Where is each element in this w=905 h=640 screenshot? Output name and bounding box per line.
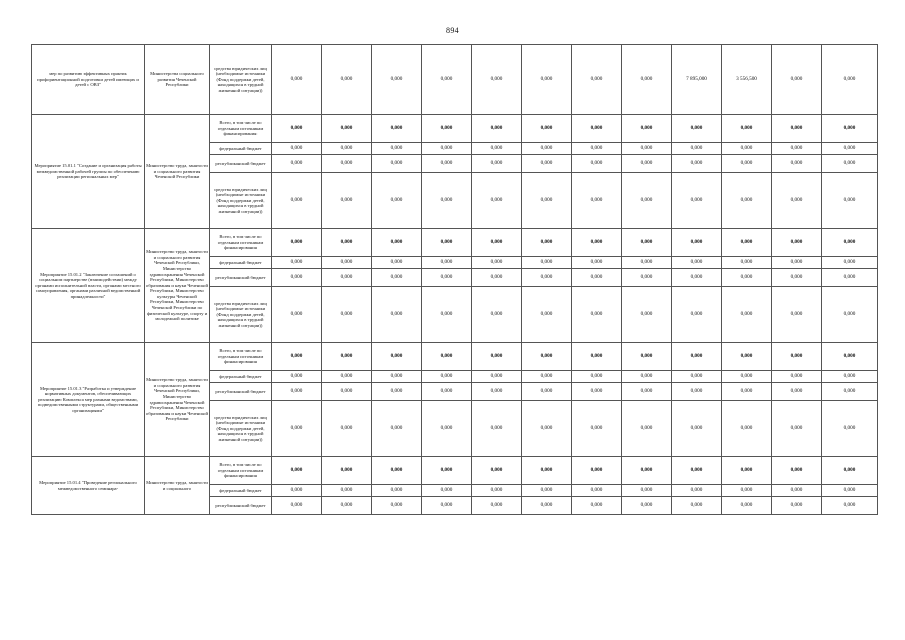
amount-cell: 0,000 [572,269,622,287]
amount-cell: 0,000 [672,485,722,497]
amount-cell: 0,000 [472,257,522,269]
amount-cell: 0,000 [272,485,322,497]
amount-cell: 0,000 [672,115,722,143]
amount-cell: 0,000 [372,115,422,143]
amount-cell: 0,000 [372,287,422,343]
amount-cell: 0,000 [672,401,722,457]
amount-cell: 0,000 [372,229,422,257]
amount-cell: 0,000 [372,371,422,383]
funding-source-cell: средства юридических лиц (необходимые источники (Фонд поддержки детей, находящихся в трудной жизненной ситуации)) [210,287,272,343]
amount-cell: 0,000 [622,155,672,173]
amount-cell: 0,000 [422,173,472,229]
amount-cell: 0,000 [672,343,722,371]
funding-source-cell: средства юридических лиц (необходимые источники (Фонд поддержки детей, находящихся в трудной жизненной ситуации)) [210,45,272,115]
amount-cell: 0,000 [672,229,722,257]
amount-cell: 0,000 [772,457,822,485]
budget-table [31,44,878,515]
funding-source-cell: Всего, в том числе по отдельным источникам финансирования [210,229,272,257]
amount-cell: 0,000 [772,485,822,497]
amount-cell: 0,000 [272,229,322,257]
measure-name-cell: Мероприятие 15.01.3 "Разработка и утверждение нормативных документов, обеспечивающих реализацию Комплекса мер разными ведомствами, подведомственными структурами, общественными организациями" [32,343,145,457]
amount-cell: 0,000 [472,371,522,383]
amount-cell: 0,000 [472,229,522,257]
amount-cell: 0,000 [822,485,878,497]
page-number: 894 [446,26,459,35]
amount-cell: 0,000 [722,143,772,155]
amount-cell: 0,000 [522,287,572,343]
amount-cell: 0,000 [572,343,622,371]
amount-cell: 0,000 [622,383,672,401]
amount-cell: 0,000 [772,401,822,457]
amount-cell: 0,000 [572,371,622,383]
amount-cell: 0,000 [572,497,622,515]
funding-source-cell: федеральный бюджет [210,371,272,383]
amount-cell: 0,000 [572,401,622,457]
amount-cell: 0,000 [272,343,322,371]
amount-cell: 0,000 [672,383,722,401]
amount-cell: 0,000 [372,497,422,515]
amount-cell: 0,000 [572,383,622,401]
amount-cell: 0,000 [272,257,322,269]
amount-cell: 0,000 [272,497,322,515]
amount-cell: 0,000 [772,287,822,343]
amount-cell: 0,000 [272,115,322,143]
funding-source-cell: средства юридических лиц (необходимые источники (Фонд поддержки детей, находящихся в трудной жизненной ситуации)) [210,401,272,457]
amount-cell: 0,000 [822,287,878,343]
amount-cell: 0,000 [422,155,472,173]
amount-cell: 0,000 [722,401,772,457]
table-row [32,457,878,485]
amount-cell: 0,000 [522,269,572,287]
amount-cell: 0,000 [672,173,722,229]
amount-cell: 0,000 [522,457,572,485]
amount-cell: 0,000 [622,497,672,515]
amount-cell: 0,000 [322,371,372,383]
executor-cell: Министерства социального развития Чеченской Республики [145,45,210,115]
measure-name-cell: Мероприятие 15.01.1 "Создание и организация работы межведомственной рабочей группы по обеспечению реализации региональных мер" [32,115,145,229]
amount-cell: 0,000 [522,173,572,229]
amount-cell: 0,000 [522,343,572,371]
amount-cell: 0,000 [372,155,422,173]
table-row [32,115,878,143]
amount-cell: 0,000 [322,497,372,515]
amount-cell: 0,000 [622,229,672,257]
amount-cell: 0,000 [422,287,472,343]
amount-cell: 0,000 [422,229,472,257]
amount-cell: 0,000 [622,287,672,343]
amount-cell: 0,000 [822,457,878,485]
amount-cell: 0,000 [772,115,822,143]
table-row [32,343,878,371]
table-row [32,229,878,257]
amount-cell: 0,000 [772,371,822,383]
funding-source-cell: республиканский бюджет [210,269,272,287]
amount-cell: 0,000 [622,115,672,143]
amount-cell: 0,000 [572,173,622,229]
amount-cell: 0,000 [822,383,878,401]
amount-cell: 0,000 [422,401,472,457]
amount-cell: 0,000 [372,257,422,269]
amount-cell: 0,000 [422,343,472,371]
amount-cell: 0,000 [372,269,422,287]
amount-cell: 0,000 [522,371,572,383]
amount-cell: 0,000 [822,115,878,143]
measure-name-cell: Мероприятие 15.01.2 "Заключение соглашений о социальном партнерстве (взаимодействии) между органами исполнительной власти, органами местного самоуправления, органами различной ведомственной принадлежности" [32,229,145,343]
amount-cell: 0,000 [322,287,372,343]
amount-cell: 0,000 [472,287,522,343]
amount-cell: 0,000 [622,485,672,497]
amount-cell: 0,000 [422,257,472,269]
amount-cell: 0,000 [472,143,522,155]
funding-source-cell: республиканский бюджет [210,383,272,401]
amount-cell: 0,000 [672,143,722,155]
amount-cell: 0,000 [322,269,372,287]
amount-cell: 0,000 [722,343,772,371]
amount-cell: 0,000 [322,143,372,155]
amount-cell: 0,000 [372,383,422,401]
amount-cell: 0,000 [672,371,722,383]
amount-cell: 0,000 [622,457,672,485]
amount-cell: 0,000 [272,371,322,383]
amount-cell: 0,000 [522,115,572,143]
amount-cell: 3 556,500 [722,45,772,115]
amount-cell: 0,000 [422,45,472,115]
amount-cell: 0,000 [372,401,422,457]
amount-cell: 0,000 [422,143,472,155]
amount-cell: 0,000 [522,143,572,155]
amount-cell: 0,000 [822,45,878,115]
amount-cell: 0,000 [672,497,722,515]
amount-cell: 0,000 [572,45,622,115]
amount-cell: 0,000 [822,257,878,269]
amount-cell: 0,000 [472,115,522,143]
amount-cell: 0,000 [822,269,878,287]
amount-cell: 0,000 [572,485,622,497]
amount-cell: 0,000 [772,257,822,269]
amount-cell: 0,000 [372,45,422,115]
funding-source-cell: федеральный бюджет [210,485,272,497]
amount-cell: 0,000 [322,257,372,269]
amount-cell: 0,000 [272,383,322,401]
amount-cell: 0,000 [622,371,672,383]
amount-cell: 0,000 [622,45,672,115]
amount-cell: 0,000 [322,485,372,497]
amount-cell: 0,000 [822,371,878,383]
amount-cell: 0,000 [572,143,622,155]
amount-cell: 0,000 [472,457,522,485]
amount-cell: 0,000 [322,457,372,485]
amount-cell: 0,000 [572,155,622,173]
amount-cell: 0,000 [772,45,822,115]
amount-cell: 0,000 [272,457,322,485]
funding-source-cell: федеральный бюджет [210,143,272,155]
amount-cell: 0,000 [572,115,622,143]
amount-cell: 0,000 [522,383,572,401]
amount-cell: 0,000 [522,229,572,257]
amount-cell: 0,000 [422,485,472,497]
amount-cell: 0,000 [372,173,422,229]
amount-cell: 0,000 [472,383,522,401]
amount-cell: 0,000 [422,269,472,287]
amount-cell: 0,000 [722,155,772,173]
amount-cell: 7 895,000 [672,45,722,115]
amount-cell: 0,000 [772,155,822,173]
amount-cell: 0,000 [722,257,772,269]
amount-cell: 0,000 [322,229,372,257]
funding-source-cell: Всего, в том числе по отдельным источникам финансирования [210,343,272,371]
amount-cell: 0,000 [272,269,322,287]
amount-cell: 0,000 [372,457,422,485]
measure-name-cell: мер по развитию эффективных практик профориентационной подготовки детей имеющих и детей с ОВЗ" [32,45,145,115]
amount-cell: 0,000 [322,115,372,143]
amount-cell: 0,000 [422,383,472,401]
amount-cell: 0,000 [772,143,822,155]
amount-cell: 0,000 [772,173,822,229]
amount-cell: 0,000 [272,155,322,173]
amount-cell: 0,000 [272,401,322,457]
amount-cell: 0,000 [372,343,422,371]
amount-cell: 0,000 [822,343,878,371]
amount-cell: 0,000 [522,497,572,515]
executor-cell: Министерство труда, занятости и социального развития Чеченской Республики, Министерство здравоохранения Чеченской Республики, Министерство образования и науки Чеченской Республики, Министерство культуры Чеченской Республики, Министерство Чеченской Республики по физической культуре, спорту и молодежной политике [145,229,210,343]
measure-name-cell: Мероприятие 15.01.4 "Проведение регионального межведомственного семинара- [32,457,145,515]
amount-cell: 0,000 [822,229,878,257]
amount-cell: 0,000 [672,155,722,173]
amount-cell: 0,000 [422,115,472,143]
amount-cell: 0,000 [672,457,722,485]
amount-cell: 0,000 [772,383,822,401]
amount-cell: 0,000 [772,497,822,515]
funding-source-cell: республиканский бюджет [210,155,272,173]
executor-cell: Министерство труда, занятости и социального развития Чеченской Республики [145,115,210,229]
amount-cell: 0,000 [272,45,322,115]
amount-cell: 0,000 [322,45,372,115]
funding-source-cell: Всего, в том числе по отдельным источникам финансирования: [210,115,272,143]
amount-cell: 0,000 [322,383,372,401]
amount-cell: 0,000 [472,497,522,515]
amount-cell: 0,000 [522,45,572,115]
amount-cell: 0,000 [272,173,322,229]
amount-cell: 0,000 [622,401,672,457]
amount-cell: 0,000 [272,143,322,155]
amount-cell: 0,000 [372,143,422,155]
funding-source-cell: Всего, в том числе по отдельным источникам финансирования [210,457,272,485]
amount-cell: 0,000 [472,155,522,173]
funding-source-cell: федеральный бюджет [210,257,272,269]
amount-cell: 0,000 [372,485,422,497]
funding-source-cell: средства юридических лиц (необходимые источники (Фонд поддержки детей, находящихся в трудной жизненной ситуации)) [210,173,272,229]
amount-cell: 0,000 [722,457,772,485]
amount-cell: 0,000 [472,173,522,229]
table-row [32,45,878,115]
executor-cell: Министерство труда, занятости и социального развития Чеченской Республики, Министерство здравоохранения Чеченской Республики, Министерство образования и науки Чеченской Республики [145,343,210,457]
amount-cell: 0,000 [822,173,878,229]
amount-cell: 0,000 [572,257,622,269]
amount-cell: 0,000 [522,401,572,457]
amount-cell: 0,000 [622,173,672,229]
amount-cell: 0,000 [722,383,772,401]
amount-cell: 0,000 [622,143,672,155]
amount-cell: 0,000 [522,155,572,173]
amount-cell: 0,000 [572,287,622,343]
amount-cell: 0,000 [472,343,522,371]
amount-cell: 0,000 [722,497,772,515]
amount-cell: 0,000 [822,401,878,457]
amount-cell: 0,000 [522,257,572,269]
amount-cell: 0,000 [772,343,822,371]
amount-cell: 0,000 [472,269,522,287]
amount-cell: 0,000 [772,269,822,287]
amount-cell: 0,000 [622,269,672,287]
amount-cell: 0,000 [572,229,622,257]
amount-cell: 0,000 [822,155,878,173]
amount-cell: 0,000 [622,257,672,269]
amount-cell: 0,000 [672,269,722,287]
amount-cell: 0,000 [472,401,522,457]
executor-cell: Министерство труда, занятости и социального [145,457,210,515]
amount-cell: 0,000 [722,371,772,383]
amount-cell: 0,000 [622,343,672,371]
amount-cell: 0,000 [422,497,472,515]
amount-cell: 0,000 [472,485,522,497]
amount-cell: 0,000 [822,497,878,515]
amount-cell: 0,000 [522,485,572,497]
amount-cell: 0,000 [322,343,372,371]
amount-cell: 0,000 [422,371,472,383]
amount-cell: 0,000 [722,229,772,257]
amount-cell: 0,000 [822,143,878,155]
funding-source-cell: республиканский бюджет [210,497,272,515]
amount-cell: 0,000 [322,155,372,173]
amount-cell: 0,000 [322,173,372,229]
amount-cell: 0,000 [672,287,722,343]
amount-cell: 0,000 [572,457,622,485]
amount-cell: 0,000 [772,229,822,257]
amount-cell: 0,000 [722,269,772,287]
amount-cell: 0,000 [422,457,472,485]
amount-cell: 0,000 [472,45,522,115]
amount-cell: 0,000 [272,287,322,343]
amount-cell: 0,000 [722,287,772,343]
amount-cell: 0,000 [722,173,772,229]
amount-cell: 0,000 [322,401,372,457]
amount-cell: 0,000 [722,115,772,143]
amount-cell: 0,000 [722,485,772,497]
amount-cell: 0,000 [672,257,722,269]
